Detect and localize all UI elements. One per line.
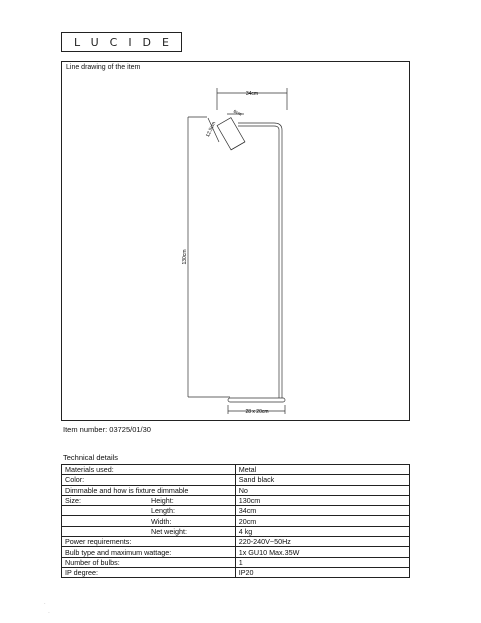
spec-label-cell bbox=[62, 526, 236, 536]
spec-value: 220-240V~50Hz bbox=[235, 537, 409, 547]
spec-label-cell bbox=[62, 516, 236, 526]
spec-label: Bulb type and maximum wattage: bbox=[62, 547, 236, 557]
spec-label bbox=[65, 527, 151, 536]
spec-value: 20cm bbox=[235, 516, 409, 526]
spec-label bbox=[65, 506, 151, 515]
head-dimension-label: 6cm bbox=[232, 108, 243, 117]
spec-value: Metal bbox=[235, 465, 409, 475]
spec-label bbox=[65, 517, 151, 526]
spec-row bbox=[62, 506, 410, 516]
lamp-line-drawing bbox=[62, 62, 411, 422]
spec-row bbox=[62, 526, 410, 536]
brand-logo-text: LUCIDE bbox=[74, 35, 180, 49]
technical-details-title: Technical details bbox=[63, 453, 119, 462]
spec-sublabel: Length: bbox=[151, 506, 175, 516]
page-marks: · · bbox=[44, 601, 50, 616]
spec-value: No bbox=[235, 485, 409, 495]
spec-label: IP degree: bbox=[62, 567, 236, 577]
height-dimension-label: 130cm bbox=[182, 249, 188, 265]
lamp-shade bbox=[217, 118, 245, 150]
spec-row bbox=[62, 537, 410, 547]
brand-logo bbox=[61, 32, 182, 52]
spec-sublabel: Width: bbox=[151, 516, 172, 526]
spec-label: Materials used: bbox=[62, 465, 236, 475]
spec-label: Size: bbox=[65, 496, 81, 506]
spec-label: Color: bbox=[62, 475, 236, 485]
lamp-arm-edge bbox=[238, 123, 282, 130]
spec-label: Dimmable and how is fixture dimmable bbox=[62, 485, 236, 495]
spec-value: 1x GU10 Max.35W bbox=[235, 547, 409, 557]
spec-row bbox=[62, 495, 410, 505]
spec-value: 130cm bbox=[235, 495, 409, 505]
spec-label: Number of bulbs: bbox=[62, 557, 236, 567]
spec-value: 34cm bbox=[235, 506, 409, 516]
spec-row bbox=[62, 485, 410, 495]
spec-value: 4 kg bbox=[235, 526, 409, 536]
spec-row bbox=[62, 516, 410, 526]
spec-row bbox=[62, 465, 410, 475]
base-dimension-label: 28 x 20cm bbox=[245, 409, 269, 415]
item-number: Item number: 03725/01/30 bbox=[63, 425, 151, 434]
spec-value: Sand black bbox=[235, 475, 409, 485]
technical-details-table bbox=[61, 464, 410, 578]
spec-row bbox=[62, 557, 410, 567]
lamp-base bbox=[228, 398, 285, 402]
lamp-arm bbox=[238, 126, 279, 130]
length-dimension-label: 34cm bbox=[245, 91, 259, 97]
spec-sublabel: Height: bbox=[151, 496, 174, 506]
shade-dimension-label: 12.5cm bbox=[204, 120, 218, 139]
spec-label: Power requirements: bbox=[62, 537, 236, 547]
spec-label-cell bbox=[62, 495, 236, 505]
spec-row bbox=[62, 475, 410, 485]
drawing-title: Line drawing of the item bbox=[66, 64, 141, 71]
line-drawing-panel bbox=[61, 61, 410, 421]
spec-row bbox=[62, 567, 410, 577]
spec-sublabel: Net weight: bbox=[151, 526, 187, 536]
spec-value: IP20 bbox=[235, 567, 409, 577]
spec-label-cell bbox=[62, 506, 236, 516]
spec-value: 1 bbox=[235, 557, 409, 567]
spec-row bbox=[62, 547, 410, 557]
